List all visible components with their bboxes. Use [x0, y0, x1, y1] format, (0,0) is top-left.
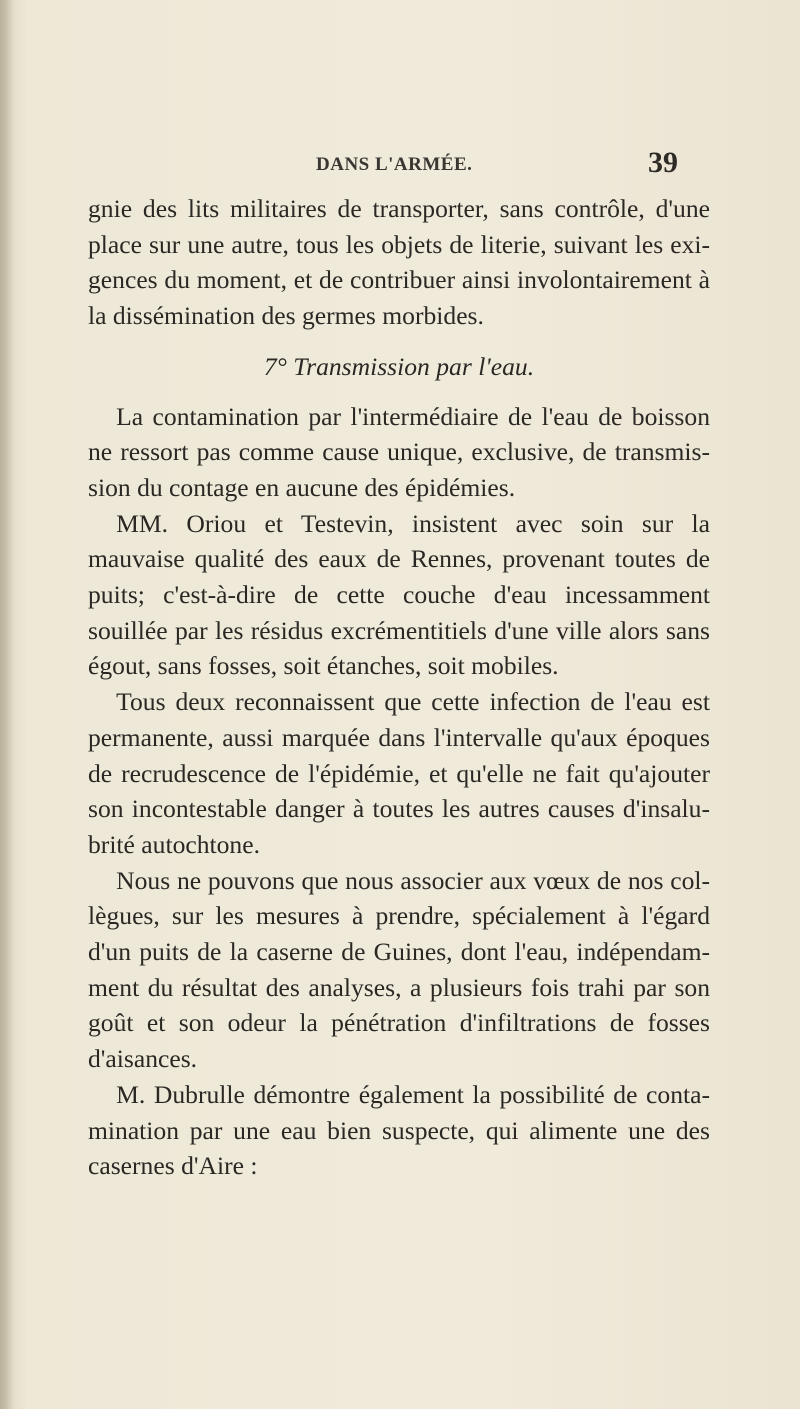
body-text: [88, 191, 710, 1184]
running-head: [0, 146, 800, 186]
paragraph-continued: gnie des lits militaires de transporter, sans contrôle, d'une place sur une autre, tous les objets de literie, suivant les exi- gences du moment, et de contribuer ainsi involontairement à la dissémination des germes morbides.: [88, 194, 710, 331]
paragraph: M. Dubrulle démontre également la possibilité de conta- mination par une eau bien suspecte, qui alimente une des casernes d'Aire :: [88, 1079, 710, 1181]
paragraph: Nous ne pouvons que nous associer aux vœux de nos col- lègues, sur les mesures à prendre, spécialement à l'égard d'un puits de la caserne de Guines, dont l'eau, indépendam- ment du résultat des analyses, a plusieurs fois trahi par son goût et son odeur la pénétration d'infiltrations de fosses d'aisances.: [88, 865, 710, 1074]
paragraph: MM. Oriou et Testevin, insistent avec soin sur la mauvaise qualité des eaux de Rennes, provenant toutes de puits; c'est-à-dire de cette couche d'eau incessamment souillée par les résidus excrémentitiels d'une ville alors sans égout, sans fosses, soit étanches, soit mobiles.: [88, 508, 710, 681]
paragraph: La contamination par l'intermédiaire de l'eau de boisson ne ressort pas comme cause unique, exclusive, de transmis- sion du contage en aucune des épidémies.: [88, 401, 710, 502]
section-title: 7° Transmission par l'eau.: [263, 351, 535, 381]
paragraph: Tous deux reconnaissent que cette infection de l'eau est permanente, aussi marquée dans l'intervalle qu'aux époques de recrudescence de l'épidémie, et qu'elle ne fait qu'ajouter son incontestable danger à toutes les autres causes d'insalu- brité autochtone.: [88, 687, 710, 859]
running-head-title: DANS L'ARMÉE.: [316, 154, 473, 175]
page-number: 39: [648, 146, 678, 179]
binding-shadow: [0, 0, 14, 1409]
